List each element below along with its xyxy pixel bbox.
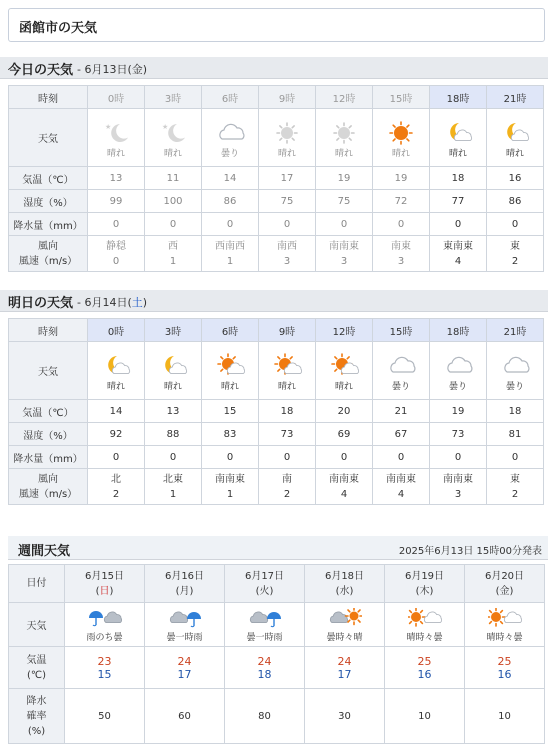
wind-label: 風向 風速（m/s）	[9, 469, 88, 505]
wind-speed: 3	[397, 255, 405, 267]
wind-speed: 3	[283, 255, 291, 267]
weather-text: 晴れ	[505, 149, 524, 159]
temperature-row	[9, 167, 544, 190]
weather-cell	[259, 342, 316, 400]
weather-text: 曇り	[220, 149, 239, 159]
weather-text: 晴れ	[220, 382, 239, 392]
cloud-icon	[443, 353, 473, 379]
weekly-header	[8, 536, 548, 560]
sun-clear-icon	[329, 120, 359, 146]
low-temp: 16	[417, 667, 432, 681]
sun-sometimes-cloud-icon	[488, 608, 522, 630]
time-cell: 15時	[373, 86, 430, 109]
wind-direction: 東南東	[443, 240, 473, 252]
time-label: 時刻	[9, 319, 88, 342]
wind-speed: 1	[169, 488, 177, 500]
cloud-icon	[500, 353, 530, 379]
tomorrow-date: - 6月14日(土)	[77, 296, 148, 309]
weekly-weather-cell	[465, 603, 545, 647]
time-row	[9, 319, 544, 342]
weekly-weather-text: 晴時々曇	[406, 633, 443, 643]
wind-direction: 南南東	[215, 473, 245, 485]
cloud-sometimes-rain-icon	[248, 608, 282, 630]
wind-cell	[202, 469, 259, 505]
precipitation-cell: 0	[430, 446, 487, 469]
humidity-row	[9, 423, 544, 446]
precipitation-cell: 0	[145, 446, 202, 469]
weather-cell	[259, 109, 316, 167]
moon-cloud-icon	[500, 120, 530, 146]
weekly-weather-cell	[305, 603, 385, 647]
weekly-weather-text: 晴時々曇	[486, 633, 523, 643]
temperature-cell: 19	[316, 167, 373, 190]
wind-cell	[145, 469, 202, 505]
precipitation-row	[9, 446, 544, 469]
wind-speed: 2	[112, 488, 120, 500]
humidity-cell: 81	[487, 423, 544, 446]
precipitation-cell: 0	[316, 446, 373, 469]
weekly-weather-row	[9, 603, 545, 647]
precipitation-cell: 0	[259, 213, 316, 236]
cloud-icon	[215, 120, 245, 146]
tomorrow-forecast-table	[8, 318, 544, 505]
wind-direction: 静穏	[106, 240, 126, 252]
wind-direction: 南	[282, 473, 292, 485]
weather-text: 曇り	[391, 382, 410, 392]
wind-direction: 南西	[277, 240, 297, 252]
time-cell: 9時	[259, 86, 316, 109]
time-cell: 18時	[430, 319, 487, 342]
weather-text: 曇り	[448, 382, 467, 392]
weekly-issued-time: 2025年6月13日 15時00分発表	[398, 546, 542, 557]
weekly-temp-row	[9, 647, 545, 689]
date-label: 日付	[9, 565, 65, 603]
weekly-weather-text: 曇時々晴	[326, 633, 363, 643]
wind-cell	[259, 236, 316, 272]
weather-text: 晴れ	[334, 382, 353, 392]
weather-label: 天気	[9, 109, 88, 167]
wind-direction: 南南東	[443, 473, 473, 485]
time-cell: 12時	[316, 86, 373, 109]
rain-then-cloud-icon	[88, 608, 122, 630]
time-cell: 0時	[88, 319, 145, 342]
wind-cell	[430, 236, 487, 272]
temperature-row	[9, 400, 544, 423]
weather-text: 晴れ	[277, 149, 296, 159]
humidity-cell: 75	[316, 190, 373, 213]
cloud-sometimes-rain-icon	[168, 608, 202, 630]
high-temp: 24	[177, 654, 192, 668]
sun-cloud-icon	[215, 353, 245, 379]
sun-icon	[386, 120, 416, 146]
low-temp: 16	[497, 667, 512, 681]
weather-cell	[316, 109, 373, 167]
temperature-cell: 21	[373, 400, 430, 423]
time-cell: 21時	[487, 319, 544, 342]
weather-cell	[88, 342, 145, 400]
time-cell: 0時	[88, 86, 145, 109]
page-title: 函館市の天気	[19, 21, 98, 36]
humidity-cell: 69	[316, 423, 373, 446]
weather-cell	[430, 342, 487, 400]
humidity-cell: 77	[430, 190, 487, 213]
time-cell: 9時	[259, 319, 316, 342]
weather-label: 天気	[9, 342, 88, 400]
weekly-temp-cell	[465, 647, 545, 689]
sun-cloud-icon	[272, 353, 302, 379]
time-cell: 12時	[316, 319, 373, 342]
wind-direction: 東	[510, 473, 520, 485]
tomorrow-heading: 明日の天気	[8, 296, 74, 311]
wind-direction: 南南東	[329, 473, 359, 485]
rain-chance-cell: 50	[65, 689, 145, 744]
time-cell: 21時	[487, 86, 544, 109]
weekly-weather-label: 天気	[9, 603, 65, 647]
weekly-heading: 週間天気	[18, 544, 71, 559]
wind-cell	[487, 469, 544, 505]
rain-chance-cell: 60	[145, 689, 225, 744]
precipitation-label: 降水量（mm）	[9, 213, 88, 236]
wind-direction: 南東	[391, 240, 411, 252]
weekly-temp-cell	[65, 647, 145, 689]
date-cell: 6月15日 (日)	[65, 565, 145, 603]
wind-cell	[373, 469, 430, 505]
wind-row	[9, 469, 544, 505]
humidity-cell: 88	[145, 423, 202, 446]
wind-cell	[373, 236, 430, 272]
today-date: - 6月13日(金)	[77, 63, 148, 76]
cloud-icon	[386, 353, 416, 379]
weekly-temp-cell	[145, 647, 225, 689]
wind-cell	[316, 469, 373, 505]
wind-speed: 2	[283, 488, 291, 500]
rain-chance-cell: 80	[225, 689, 305, 744]
temperature-cell: 18	[430, 167, 487, 190]
date-cell: 6月20日 (金)	[465, 565, 545, 603]
rain-chance-cell: 10	[465, 689, 545, 744]
precipitation-cell: 0	[487, 213, 544, 236]
svg-text:★: ★	[105, 123, 112, 131]
wind-direction: 南南東	[329, 240, 359, 252]
weekly-forecast-table	[8, 564, 545, 744]
date-cell: 6月17日 (火)	[225, 565, 305, 603]
today-heading: 今日の天気	[8, 63, 74, 78]
rain-chance-label: 降水 確率 (%)	[9, 689, 65, 744]
weather-text: 晴れ	[106, 149, 125, 159]
humidity-cell: 73	[430, 423, 487, 446]
time-cell: 15時	[373, 319, 430, 342]
humidity-row	[9, 190, 544, 213]
wind-cell	[316, 236, 373, 272]
humidity-cell: 73	[259, 423, 316, 446]
wind-speed: 4	[340, 488, 348, 500]
tomorrow-header	[0, 290, 548, 312]
precipitation-cell: 0	[373, 213, 430, 236]
humidity-cell: 75	[259, 190, 316, 213]
humidity-cell: 99	[88, 190, 145, 213]
sun-cloud-icon	[329, 353, 359, 379]
precipitation-cell: 0	[373, 446, 430, 469]
weekly-weather-cell	[385, 603, 465, 647]
precipitation-cell: 0	[316, 213, 373, 236]
precipitation-row	[9, 213, 544, 236]
high-temp: 24	[337, 654, 352, 668]
weather-text: 晴れ	[391, 149, 410, 159]
weather-cell	[373, 109, 430, 167]
time-cell: 18時	[430, 86, 487, 109]
temperature-cell: 18	[487, 400, 544, 423]
wind-direction: 北	[111, 473, 121, 485]
weekly-temp-label: 気温 (℃)	[9, 647, 65, 689]
weather-text: 晴れ	[277, 382, 296, 392]
weather-row	[9, 342, 544, 400]
temperature-cell: 17	[259, 167, 316, 190]
wind-speed: 1	[226, 488, 234, 500]
weather-cell	[487, 109, 544, 167]
low-temp: 15	[97, 667, 112, 681]
temperature-cell: 13	[145, 400, 202, 423]
wind-cell	[259, 469, 316, 505]
weekly-weather-text: 雨のち曇	[86, 633, 123, 643]
weather-cell	[316, 342, 373, 400]
wind-speed: 1	[169, 255, 177, 267]
weekly-weather-cell	[225, 603, 305, 647]
high-temp: 23	[97, 654, 112, 668]
humidity-cell: 92	[88, 423, 145, 446]
humidity-cell: 67	[373, 423, 430, 446]
weather-cell	[430, 109, 487, 167]
temperature-cell: 19	[373, 167, 430, 190]
humidity-cell: 72	[373, 190, 430, 213]
wind-speed: 0	[112, 255, 120, 267]
weekly-weather-cell	[145, 603, 225, 647]
time-cell: 3時	[145, 319, 202, 342]
weather-text: 晴れ	[334, 149, 353, 159]
rain-chance-cell: 10	[385, 689, 465, 744]
temperature-cell: 14	[202, 167, 259, 190]
weekly-temp-cell	[385, 647, 465, 689]
temperature-cell: 20	[316, 400, 373, 423]
wind-direction: 西	[168, 240, 178, 252]
weather-text: 晴れ	[448, 149, 467, 159]
date-cell: 6月16日 (月)	[145, 565, 225, 603]
weather-cell	[202, 109, 259, 167]
temperature-cell: 15	[202, 400, 259, 423]
weather-cell	[373, 342, 430, 400]
weather-text: 晴れ	[163, 149, 182, 159]
moon-clear-icon	[158, 120, 188, 146]
temperature-label: 気温（℃）	[9, 400, 88, 423]
sun-sometimes-cloud-icon	[408, 608, 442, 630]
humidity-cell: 86	[202, 190, 259, 213]
humidity-label: 湿度（%）	[9, 190, 88, 213]
low-temp: 17	[337, 667, 352, 681]
wind-speed: 1	[226, 255, 234, 267]
precipitation-cell: 0	[145, 213, 202, 236]
today-header	[0, 57, 548, 79]
wind-speed: 3	[340, 255, 348, 267]
temperature-cell: 14	[88, 400, 145, 423]
date-row	[9, 565, 545, 603]
temperature-cell: 16	[487, 167, 544, 190]
low-temp: 17	[177, 667, 192, 681]
precipitation-cell: 0	[88, 446, 145, 469]
temperature-cell: 11	[145, 167, 202, 190]
weather-cell	[145, 342, 202, 400]
humidity-cell: 100	[145, 190, 202, 213]
wind-speed: 2	[511, 255, 519, 267]
weather-text: 晴れ	[163, 382, 182, 392]
sun-clear-icon	[272, 120, 302, 146]
humidity-cell: 86	[487, 190, 544, 213]
weather-text: 曇り	[505, 382, 524, 392]
temperature-cell: 18	[259, 400, 316, 423]
wind-label: 風向 風速（m/s）	[9, 236, 88, 272]
today-forecast-table	[8, 85, 544, 272]
weather-cell	[487, 342, 544, 400]
humidity-label: 湿度（%）	[9, 423, 88, 446]
moon-cloud-icon	[158, 353, 188, 379]
date-cell: 6月18日 (水)	[305, 565, 385, 603]
high-temp: 24	[257, 654, 272, 668]
precipitation-cell: 0	[430, 213, 487, 236]
time-cell: 3時	[145, 86, 202, 109]
weather-text: 晴れ	[106, 382, 125, 392]
wind-cell	[88, 469, 145, 505]
wind-speed: 4	[454, 255, 462, 267]
precipitation-cell: 0	[202, 213, 259, 236]
weather-cell	[145, 109, 202, 167]
weekly-temp-cell	[225, 647, 305, 689]
weekly-weather-text: 曇一時雨	[166, 633, 203, 643]
wind-direction: 西南西	[215, 240, 245, 252]
svg-text:★: ★	[162, 123, 169, 131]
time-cell: 6時	[202, 319, 259, 342]
moon-clear-icon	[101, 120, 131, 146]
wind-direction: 東	[510, 240, 520, 252]
page-title-box	[8, 8, 545, 42]
high-temp: 25	[417, 654, 432, 668]
temperature-cell: 19	[430, 400, 487, 423]
temperature-label: 気温（℃）	[9, 167, 88, 190]
moon-cloud-icon	[443, 120, 473, 146]
humidity-cell: 83	[202, 423, 259, 446]
time-label: 時刻	[9, 86, 88, 109]
wind-cell	[202, 236, 259, 272]
weekly-weather-text: 曇一時雨	[246, 633, 283, 643]
date-cell: 6月19日 (木)	[385, 565, 465, 603]
precipitation-cell: 0	[88, 213, 145, 236]
high-temp: 25	[497, 654, 512, 668]
cloud-sometimes-sun-icon	[328, 608, 362, 630]
wind-speed: 2	[511, 488, 519, 500]
low-temp: 18	[257, 667, 272, 681]
rain-chance-row	[9, 689, 545, 744]
wind-row	[9, 236, 544, 272]
wind-cell	[430, 469, 487, 505]
temperature-cell: 13	[88, 167, 145, 190]
weather-cell	[88, 109, 145, 167]
rain-chance-cell: 30	[305, 689, 385, 744]
weather-cell	[202, 342, 259, 400]
precipitation-cell: 0	[259, 446, 316, 469]
precipitation-label: 降水量（mm）	[9, 446, 88, 469]
wind-speed: 4	[397, 488, 405, 500]
wind-cell	[145, 236, 202, 272]
wind-direction: 南南東	[386, 473, 416, 485]
wind-cell	[487, 236, 544, 272]
precipitation-cell: 0	[487, 446, 544, 469]
wind-direction: 北東	[163, 473, 183, 485]
weekly-weather-cell	[65, 603, 145, 647]
time-cell: 6時	[202, 86, 259, 109]
precipitation-cell: 0	[202, 446, 259, 469]
wind-speed: 3	[454, 488, 462, 500]
wind-cell	[88, 236, 145, 272]
moon-cloud-icon	[101, 353, 131, 379]
time-row	[9, 86, 544, 109]
weekly-temp-cell	[305, 647, 385, 689]
weather-row	[9, 109, 544, 167]
